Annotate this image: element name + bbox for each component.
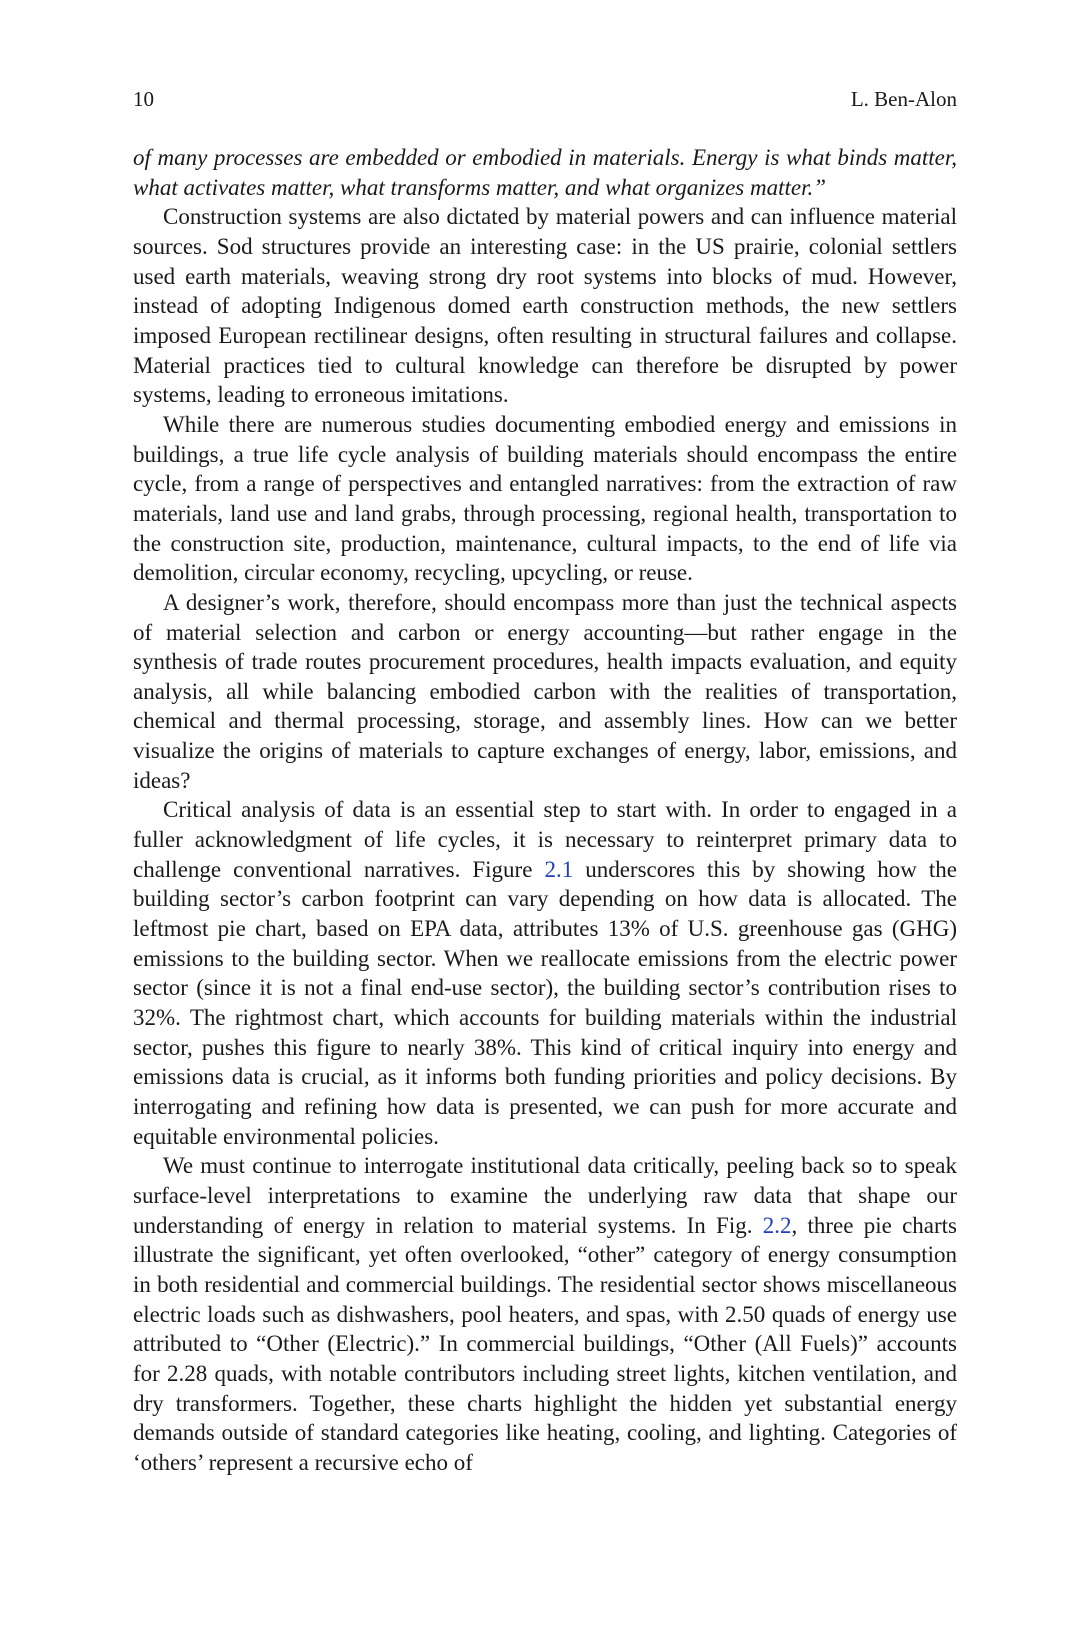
page-number: 10 <box>133 87 154 111</box>
paragraph-designers-work <box>133 588 957 796</box>
figure-link-2-2[interactable]: 2.2 <box>762 1212 792 1238</box>
paragraph-critical-analysis <box>133 795 957 1151</box>
paragraph-text: , three pie charts illustrate the significant, yet often overlooked, “other” category of energy consumption in both residential and commercial buildings. The residential sector shows miscellaneous electric loads such as dishwashers, pool heaters, and spas, with 2.50 quads of energy use attributed to “Other (Electric).” In commercial buildings, “Other (All Fuels)” accounts for 2.28 quads, with notable contributors including street lights, kitchen ventilation, and dry transformers. Together, these charts highlight the hidden yet substantial energy demands outside of standard categories like heating, cooling, and lighting. Categories of ‘others’ represent a recursive echo of <box>133 1212 958 1475</box>
quote-continuation <box>133 143 957 202</box>
paragraph-text: While there are numerous studies documenting embodied energy and emissions in buildings, a true life cycle analysis of building materials should encompass the entire cycle, from a range of perspectives and entangled narratives: from the extraction of raw materials, land use and land grabs, through processing, regional health, transportation to the construction site, production, maintenance, cultural impacts, to the end of life via demolition, circular economy, recycling, upcycling, or reuse. <box>133 411 957 586</box>
paragraph-text: Construction systems are also dictated by material powers and can influence material sources. Sod structures provide an interesting case: in the US prairie, colonial settlers used earth materials, weaving strong dry root systems into blocks of mud. However, instead of adopting Indigenous domed earth construction methods, the new settlers imposed European rectilinear designs, often resulting in structural failures and collapse. Material practices tied to cultural knowledge can therefore be disrupted by power systems, leading to erroneous imitations. <box>133 204 957 408</box>
running-head-author: L. Ben-Alon <box>850 87 957 111</box>
paragraph-text: Critical analysis of data is an essential step to start with. In order to engaged in a fuller acknowledgment of life cycles, it is necessary to reinterpret primary data to challenge conventional narratives. Figure <box>133 797 957 882</box>
paragraph-text: underscores this by showing how the building sector’s carbon footprint can vary depending on how data is allocated. The leftmost pie chart, based on EPA data, attributes 13% of U.S. greenhouse gas (GHG) emissions to the building sector. When we reallocate emissions from the electric power sector (since it is not a final end-use sector), the building sector’s contribution rises to 32%. The rightmost chart, which accounts for building materials within the industrial sector, pushes this figure to nearly 38%. This kind of critical inquiry into energy and emissions data is crucial, as it informs both funding priorities and policy decisions. By interrogating and refining how data is presented, we can push for more accurate and equitable environmental policies. <box>133 856 957 1149</box>
paragraph-text: We must continue to interrogate institutional data critically, peeling back so to speak surface-level interpretations to examine the underlying raw data that shape our understanding of energy in relation to material systems. In Fig. <box>133 1153 957 1238</box>
paragraph-text: A designer’s work, therefore, should encompass more than just the technical aspects of material selection and carbon or energy accounting—but rather engage in the synthesis of trade routes procurement procedures, health impacts evaluation, and equity analysis, all while balancing embodied carbon with the realities of transportation, chemical and thermal processing, storage, and assembly lines. How can we better visualize the origins of materials to capture exchanges of energy, labor, emissions, and ideas? <box>133 589 957 793</box>
paragraph-institutional-data <box>133 1151 957 1477</box>
figure-link-2-1[interactable]: 2.1 <box>544 856 574 882</box>
running-head <box>133 86 957 112</box>
paragraph-life-cycle <box>133 410 957 588</box>
paragraph-sod-structures <box>133 202 957 410</box>
quote-text: of many processes are embedded or embodied in materials. Energy is what binds matter, what activates matter, what transforms matter, and what organizes matter.” <box>133 145 957 200</box>
body-text <box>133 143 957 1478</box>
